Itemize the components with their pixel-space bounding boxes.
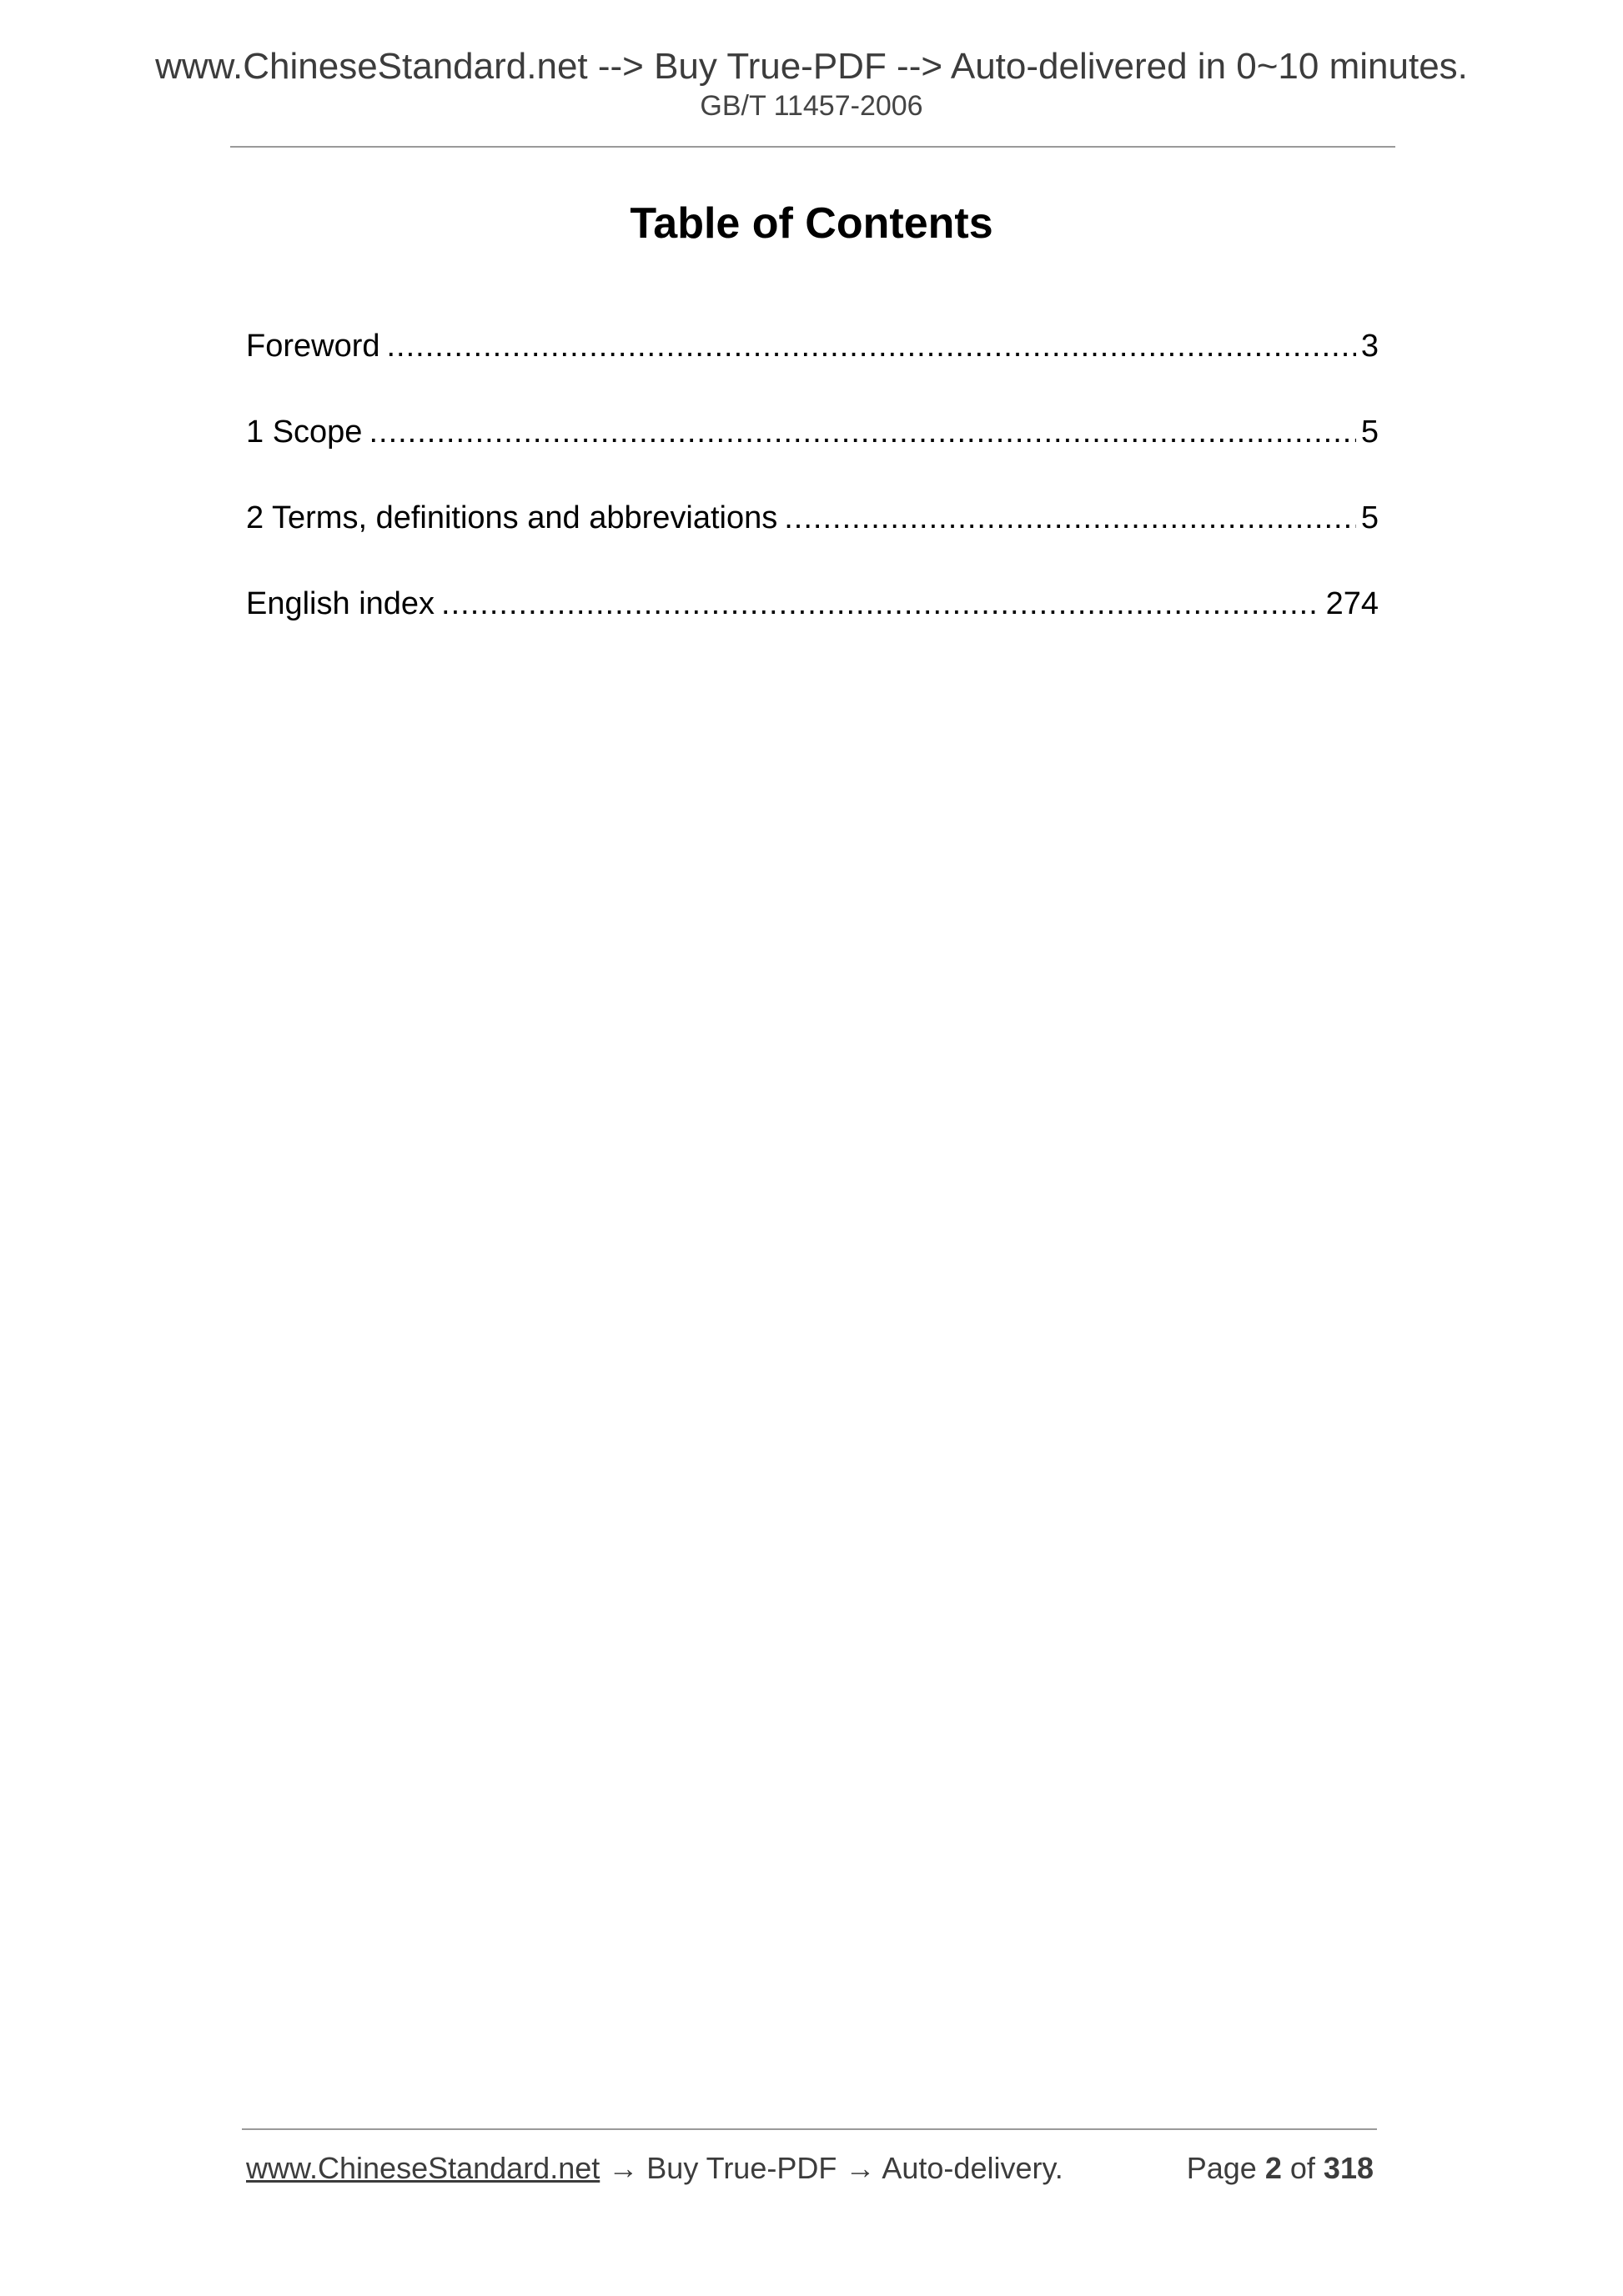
toc-entry-page: 5 — [1360, 414, 1379, 450]
toc-entry-label: English index — [246, 586, 435, 621]
footer-divider — [242, 2128, 1377, 2130]
footer-buy-text: Buy True-PDF — [646, 2151, 837, 2185]
toc-entry-scope[interactable] — [246, 411, 1379, 497]
header-divider — [230, 146, 1395, 148]
arrow-right-icon: → — [845, 2151, 876, 2185]
footer-site-link[interactable]: www.ChineseStandard.net — [246, 2151, 600, 2185]
toc-entry-label: Foreword — [246, 329, 380, 364]
toc-entry-english-index[interactable] — [246, 583, 1379, 669]
toc-dot-leader — [784, 497, 1356, 539]
of-word: of — [1289, 2151, 1315, 2185]
header-banner: www.ChineseStandard.net --> Buy True-PDF --> Auto-delivered in 0~10 minutes. — [155, 46, 1468, 87]
page-number — [1187, 2148, 1374, 2189]
current-page-number: 2 — [1264, 2151, 1282, 2185]
footer-promo — [246, 2148, 1063, 2189]
toc-entry-label: 2 Terms, definitions and abbreviations — [246, 500, 778, 535]
toc-entry-foreword[interactable] — [246, 325, 1379, 411]
toc-dot-leader — [369, 411, 1355, 453]
toc-entry-page: 5 — [1360, 500, 1379, 535]
arrow-right-icon: → — [608, 2151, 639, 2185]
standard-number: GB/T 11457-2006 — [700, 90, 923, 122]
toc-entry-label: 1 Scope — [246, 414, 363, 450]
toc-title: Table of Contents — [630, 199, 993, 248]
page-word: Page — [1186, 2151, 1257, 2185]
footer-delivery-text: Auto-delivery. — [882, 2151, 1063, 2185]
toc-entry-page: 3 — [1360, 329, 1379, 364]
total-pages-number: 318 — [1323, 2151, 1374, 2185]
toc-list — [246, 325, 1379, 669]
toc-dot-leader — [441, 583, 1321, 625]
toc-entry-terms-definitions[interactable] — [246, 497, 1379, 583]
toc-entry-page: 274 — [1325, 586, 1379, 621]
page-footer — [246, 2148, 1374, 2189]
toc-dot-leader — [387, 325, 1356, 367]
